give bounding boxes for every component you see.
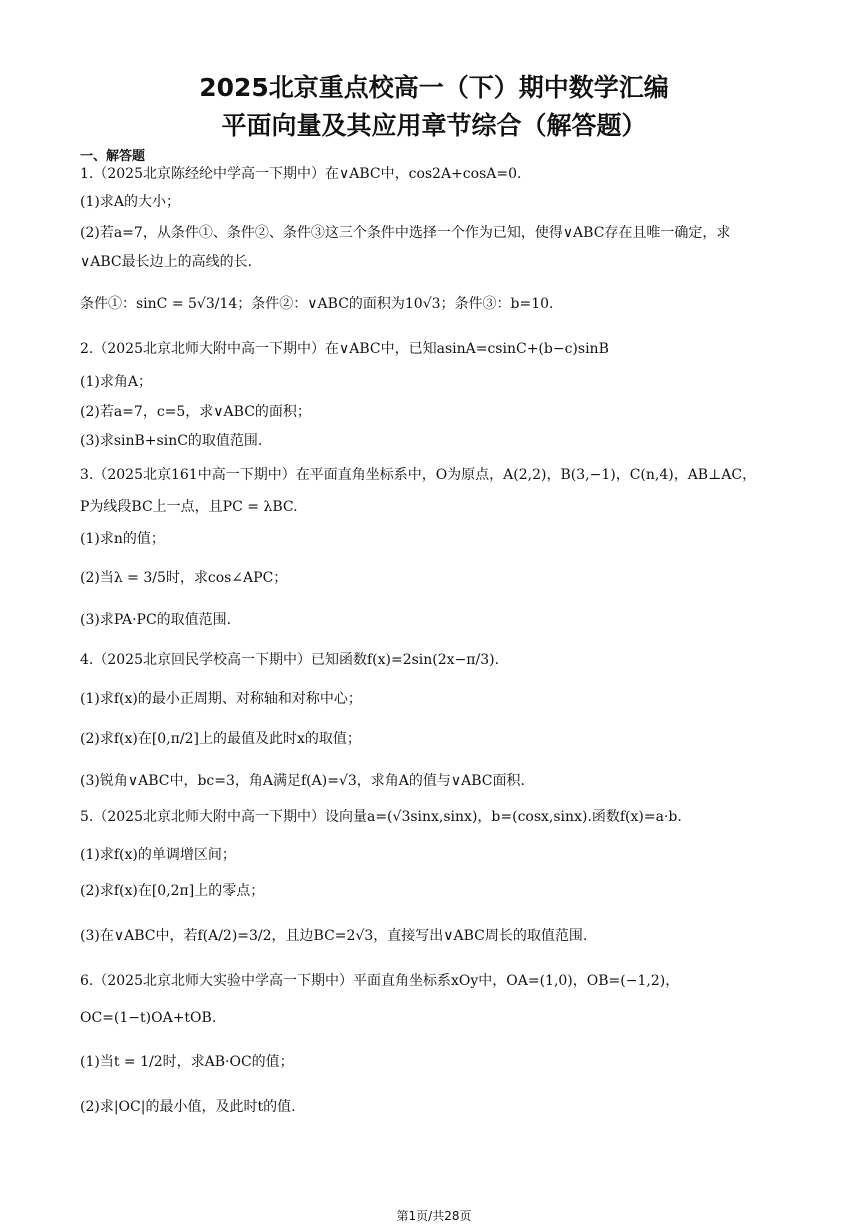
problem-3-part-3: (3)求PA·PC的取值范围. xyxy=(80,612,232,628)
problem-5-part-2: (2)求f(x)在[0,2π]上的零点； xyxy=(80,883,265,899)
problem-2: 2.（2025北京北师大附中高一下期中）在∨ABC中，已知asinA=csinC+(b−c)sinB xyxy=(80,341,609,357)
problem-3-cont: P为线段BC上一点，且PC = λBC. xyxy=(80,499,298,515)
problem-2-part-3: (3)求sinB+sinC的取值范围. xyxy=(80,433,263,449)
problem-1-part-1: (1)求A的大小； xyxy=(80,194,180,210)
page-subtitle: 平面向量及其应用章节综合（解答题） xyxy=(221,111,647,140)
problem-6: 6.（2025北京北师大实验中学高一下期中）平面直角坐标系xOy中，OA=(1,0)，OB=(−1,2)， xyxy=(80,973,680,989)
problem-6-part-2: (2)求|OC|的最小值，及此时t的值. xyxy=(80,1099,296,1115)
problem-4-part-2: (2)求f(x)在[0,π/2]上的最值及此时x的取值； xyxy=(80,731,361,747)
problem-1: 1.（2025北京陈经纶中学高一下期中）在∨ABC中，cos2A+cosA=0. xyxy=(80,166,522,182)
problem-1-part-2-cont: ∨ABC最长边上的高线的长. xyxy=(80,254,253,270)
problem-6-part-1: (1)当t = 1/2时，求AB·OC的值； xyxy=(80,1054,294,1070)
problem-3: 3.（2025北京161中高一下期中）在平面直角坐标系中，O为原点，A(2,2)，B(3,−1)，C(n,4)，AB⊥AC， xyxy=(80,467,757,483)
problem-6-cont: OC=(1−t)OA+tOB. xyxy=(80,1010,217,1026)
problem-2-part-1: (1)求角A； xyxy=(80,374,152,390)
problem-4: 4.（2025北京回民学校高一下期中）已知函数f(x)=2sin(2x−π/3). xyxy=(80,652,500,668)
problem-2-part-2: (2)若a=7，c=5，求∨ABC的面积； xyxy=(80,404,311,420)
page-footer: 第1页/共28页 xyxy=(396,1209,472,1223)
page-title: 2025北京重点校高一（下）期中数学汇编 xyxy=(199,73,669,102)
problem-3-part-2: (2)当λ = 3/5时，求cos∠APC； xyxy=(80,570,288,586)
problem-5-part-3: (3)在∨ABC中，若f(A/2)=3/2，且边BC=2√3，直接写出∨ABC周长的取值范围. xyxy=(80,928,588,944)
problem-4-part-3: (3)锐角∨ABC中，bc=3，角A满足f(A)=√3，求角A的值与∨ABC面积. xyxy=(80,773,525,789)
problem-1-conditions: 条件①：sinC = 5√3/14；条件②：∨ABC的面积为10√3；条件③：b=10. xyxy=(80,296,554,312)
problem-4-part-1: (1)求f(x)的最小正周期、对称轴和对称中心； xyxy=(80,691,362,707)
problem-3-part-1: (1)求n的值； xyxy=(80,531,165,547)
problem-5-part-1: (1)求f(x)的单调增区间； xyxy=(80,847,236,863)
problem-1-part-2: (2)若a=7，从条件①、条件②、条件③这三个条件中选择一个作为已知，使得∨ABC存在且唯一确定，求 xyxy=(80,225,731,241)
section-heading: 一、解答题 xyxy=(80,149,146,164)
problem-5: 5.（2025北京北师大附中高一下期中）设向量a=(√3sinx,sinx)，b=(cosx,sinx).函数f(x)=a·b. xyxy=(80,809,682,825)
